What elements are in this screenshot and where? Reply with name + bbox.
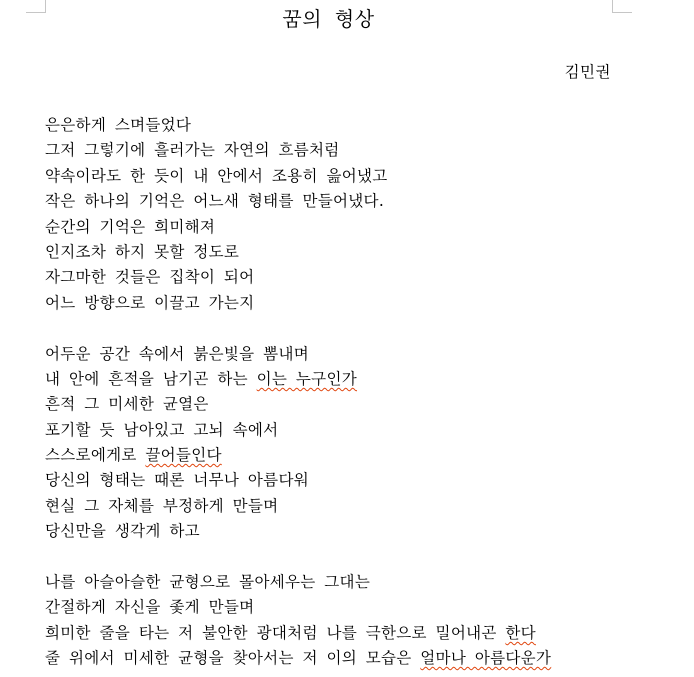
text-run: 내 안에 흔적을 남기곤 하는 [45, 369, 257, 388]
text-run: 포기할 듯 남아있고 고뇌 속에서 [45, 420, 279, 439]
misspelled-text: 얼마나 아름다운가 [420, 649, 552, 668]
poem-line [45, 646, 665, 671]
text-run: 나를 아슬아슬한 균형으로 몰아세우는 그대는 [45, 573, 371, 592]
text-run: 줄 위에서 미세한 균형을 찾아서는 저 이의 모습은 [45, 649, 421, 668]
poem-author[interactable]: 김민권 [564, 63, 611, 81]
poem-line [45, 621, 665, 646]
text-run: 은은하게 스며들었다 [45, 116, 192, 134]
poem-line [45, 570, 665, 595]
poem-line [45, 342, 665, 367]
poem-line [45, 113, 665, 138]
text-boundary-crop-mark-top-left [26, 0, 46, 13]
text-run: 희미한 줄을 타는 저 불안한 광대처럼 나를 극한으로 밀어내곤 [45, 623, 506, 642]
poem-line [45, 443, 665, 468]
misspelled-text: 끌어들인다 [145, 446, 222, 465]
text-run: 스스로에게로 [45, 446, 146, 465]
stanza [45, 113, 665, 316]
poem-line [45, 291, 665, 316]
text-run: 어두운 공간 속에서 붉은빛을 뽐내며 [45, 344, 310, 363]
poem-line [45, 392, 665, 417]
misspelled-text: 한다 [505, 623, 536, 642]
text-run: 자그마한 것들은 집착이 되어 [45, 268, 255, 287]
text-run: 인지조차 하지 못할 정도로 [45, 242, 240, 261]
text-run: 당신만을 생각게 하고 [45, 522, 200, 541]
text-run: 현실 그 자체를 부정하게 만들며 [45, 496, 279, 515]
poem-line [45, 468, 665, 493]
stanza [45, 342, 665, 545]
poem-title[interactable]: 꿈의 형상 [282, 7, 375, 31]
poem-line [45, 595, 665, 620]
text-run: 작은 하나의 기억은 어느새 형태를 만들어냈다. [45, 192, 385, 211]
poem-line [45, 494, 665, 519]
stanza [45, 570, 665, 672]
poem-line [45, 189, 665, 214]
text-run: 그저 그렇기에 흘러가는 자연의 흐름처럼 [45, 141, 340, 160]
poem-line [45, 138, 665, 163]
poem-line [45, 164, 665, 189]
text-run: 순간의 기억은 희미해져 [45, 217, 216, 236]
text-run: 흔적 그 미세한 균열은 [45, 395, 209, 414]
text-run: 약속이라도 한 듯이 내 안에서 조용히 읊어냈고 [45, 166, 388, 185]
poem-line [45, 367, 665, 392]
text-run: 어느 방향으로 이끌고 가는지 [45, 293, 255, 312]
text-run: 간절하게 자신을 좇게 만들며 [45, 598, 255, 617]
poem-line [45, 265, 665, 290]
poem-line [45, 240, 665, 265]
text-boundary-crop-mark-top-right [612, 0, 632, 13]
text-run: 당신의 형태는 때론 너무나 아름다워 [45, 471, 310, 490]
poem[interactable] [45, 113, 665, 672]
poem-line [45, 215, 665, 240]
poem-line [45, 519, 665, 544]
misspelled-text: 이는 누구인가 [256, 369, 358, 388]
poem-line [45, 418, 665, 443]
